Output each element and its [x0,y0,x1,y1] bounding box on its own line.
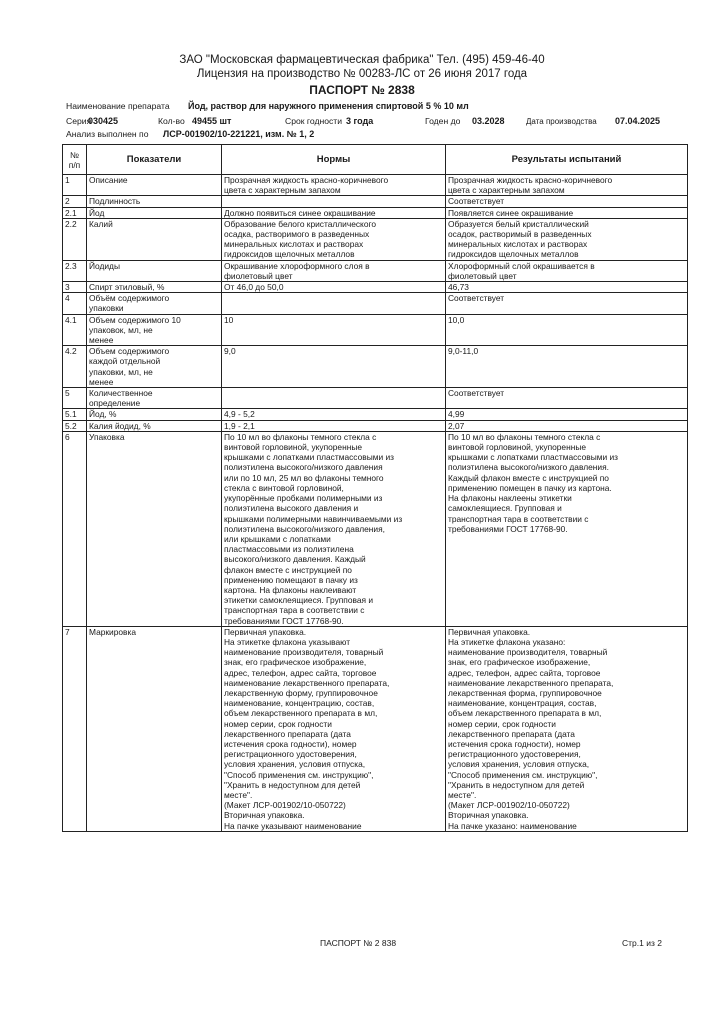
row-number: 5.1 [63,409,87,420]
row-indicator: Описание [87,175,222,196]
row-norm: Прозрачная жидкость красно-коричневого цвета с характерным запахом [222,175,446,196]
row-number: 4 [63,293,87,314]
row-indicator: Маркировка [87,626,222,831]
row-result: 4,99 [446,409,688,420]
row-norm: Окрашивание хлороформного слоя в фиолетовый цвет [222,260,446,281]
passport-title: ПАСПОРТ № 2838 [309,83,415,97]
footer-page-number: Стр.1 из 2 [622,938,662,948]
row-norm: 1,9 - 2,1 [222,420,446,431]
license-line: Лицензия на производство № 00283-ЛС от 26 июня 2017 года [196,68,528,80]
row-norm [222,196,446,207]
row-indicator: Количественное определение [87,388,222,409]
row-number: 4.2 [63,346,87,388]
prod-date-value: 07.04.2025 [615,116,661,126]
row-indicator: Подлинность [87,196,222,207]
row-indicator: Упаковка [87,431,222,626]
table-row [63,218,688,260]
row-indicator: Йод [87,207,222,218]
table-row [63,420,688,431]
table-row [63,175,688,196]
shelf-life-label: Срок годности [285,116,343,126]
col-header-indicator: Показатели [87,145,222,175]
footer-passport: ПАСПОРТ № 2 838 [320,938,397,948]
company-line: ЗАО "Московская фармацевтическая фабрика" Тел. (495) 459-46-40 [179,54,545,66]
col-header-number: № п/п [63,145,87,175]
row-indicator: Калий [87,218,222,260]
row-number: 6 [63,431,87,626]
row-indicator: Объем содержимого каждой отдельной упаковки, мл, не менее [87,346,222,388]
row-result: 10,0 [446,314,688,346]
analysis-value: ЛСР-001902/10-221221, изм. № 1, 2 [162,129,315,139]
table-row [63,431,688,626]
analysis-row [66,129,314,139]
row-indicator: Йод, % [87,409,222,420]
table-row [63,409,688,420]
table-row [63,626,688,831]
row-norm [222,388,446,409]
qty-label: Кол-во [158,116,185,126]
qty-value: 49455 шт [192,116,232,126]
row-norm: 4,9 - 5,2 [222,409,446,420]
col-header-results: Результаты испытаний [446,145,688,175]
row-number: 2.2 [63,218,87,260]
row-result: Соответствует [446,388,688,409]
row-norm: Образование белого кристаллического осадка, растворимого в разведенных минеральных кислотах и растворах гидроксидов щелочных металлов [222,218,446,260]
table-row [63,260,688,281]
row-norm: Первичная упаковка. На этикетке флакона указывают наименование производителя, товарный знак, его графическое изображение, адрес, телефон, адрес сайта, торговое наименование лекарственного препарата, лекарственную форму, группировочное наименование, концентрацию, состав, объем лекарственного препарата в мл, номер серии, срок годности лекарственного препарата (дата истечения срока годности), номер регистрационного удостоверения, условия хранения, условия отпуска, "Способ применения см. инструкцию", "Хранить в недоступном для детей месте". (Макет ЛСР-001902/10-050722) Вторичная упаковка. На пачке указывают наименование [222,626,446,831]
series-label: Серия [66,116,92,126]
table-row [63,293,688,314]
row-number: 2 [63,196,87,207]
row-number: 5.2 [63,420,87,431]
row-number: 1 [63,175,87,196]
analysis-label: Анализ выполнен по [66,129,149,139]
row-result: Соответствует [446,293,688,314]
table-row [63,346,688,388]
row-norm [222,293,446,314]
drug-name-row [66,101,469,111]
row-indicator: Калия йодид, % [87,420,222,431]
row-result: 46,73 [446,282,688,293]
table-row [63,282,688,293]
drug-label: Наименование препарата [66,101,170,111]
row-number: 5 [63,388,87,409]
drug-name: Йод, раствор для наружного применения спиртовой 5 % 10 мл [188,101,469,111]
row-indicator: Объём содержимого упаковки [87,293,222,314]
table-row [63,388,688,409]
row-result: Хлороформный слой окрашивается в фиолетовый цвет [446,260,688,281]
row-result: Прозрачная жидкость красно-коричневого цвета с характерным запахом [446,175,688,196]
row-result: Соответствует [446,196,688,207]
table-row [63,207,688,218]
row-result: По 10 мл во флаконы темного стекла с винтовой горловиной, укупоренные крышками с лопатками пластмассовыми из полиэтилена высокого/низкого давления. Каждый флакон вместе с инструкцией по применению помещен в пачку из картона. На флаконы наклеены этикетки самоклеящиеся. Групповая и транспортная тара в соответствии с требованиями ГОСТ 17768-90. [446,431,688,626]
row-indicator: Спирт этиловый, % [87,282,222,293]
expiry-label: Годен до [425,116,461,126]
row-result: Образуется белый кристаллический осадок, растворимый в разведенных минеральных кислотах и растворах гидроксидов щелочных металлов [446,218,688,260]
row-norm: 9,0 [222,346,446,388]
row-norm: От 46,0 до 50,0 [222,282,446,293]
shelf-life-value: 3 года [346,116,374,126]
test-results-table [62,144,688,832]
row-number: 3 [63,282,87,293]
row-number: 4.1 [63,314,87,346]
row-norm: По 10 мл во флаконы темного стекла с винтовой горловиной, укупоренные крышками с лопатками пластмассовыми из полиэтилена высокого/низкого давления или по 10 мл, 25 мл во флаконы темного стекла с винтовой горловиной, укупорённые пробками полимерными из полиэтилена высокого давления и крышками полимерными навинчиваемыми из полиэтилена высокого/низкого давления, или крышками с лопатками пластмассовыми из полиэтилена высокого/низкого давления. Каждый флакон вместе с инструкцией по применению помещают в пачку из картона. На флаконы наклеивают этикетки самоклеящиеся. Групповая и транспортная тара в соответствии с требованиями ГОСТ 17768-90. [222,431,446,626]
row-indicator: Йодиды [87,260,222,281]
row-norm: Должно появиться синее окрашивание [222,207,446,218]
table-row [63,314,688,346]
prod-date-label: Дата производства [526,117,597,126]
col-header-norms: Нормы [222,145,446,175]
row-result: Первичная упаковка. На этикетке флакона указано: наименование производителя, товарный знак, его графическое изображение, адрес, телефон, адрес сайта, торговое наименование лекарственного препарата, лекарственная форма, группировочное наименование, концентрация, состав, объем лекарственного препарата в мл, номер серии, срок годности лекарственного препарата (дата истечения срока годности), номер регистрационного удостоверения, условия хранения, условия отпуска, "Способ применения см. инструкцию", "Хранить в недоступном для детей месте". (Макет ЛСР-001902/10-050722) Вторичная упаковка. На пачке указано: наименование [446,626,688,831]
row-number: 2.3 [63,260,87,281]
table-row [63,196,688,207]
row-indicator: Объем содержимого 10 упаковок, мл, не менее [87,314,222,346]
row-norm: 10 [222,314,446,346]
table-header-row [63,145,688,175]
expiry-value: 03.2028 [472,116,505,126]
row-number: 7 [63,626,87,831]
row-result: Появляется синее окрашивание [446,207,688,218]
row-number: 2.1 [63,207,87,218]
series-value: 030425 [88,116,119,126]
row-result: 9,0-11,0 [446,346,688,388]
row-result: 2,07 [446,420,688,431]
